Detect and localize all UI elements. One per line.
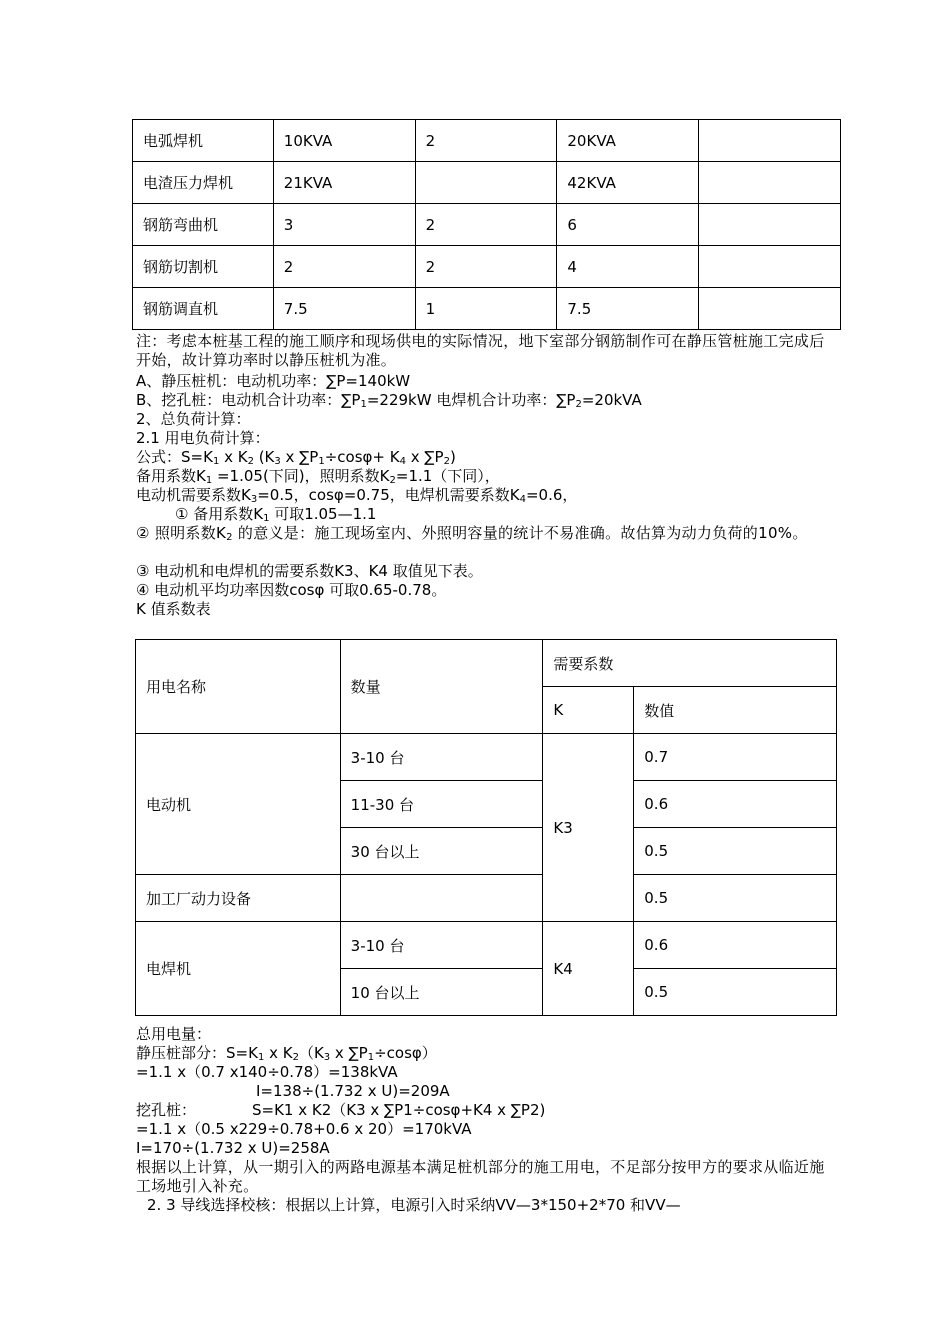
table-cell: 10 台以上	[340, 969, 543, 1016]
table-cell: 3-10 台	[340, 922, 543, 969]
table-cell	[699, 204, 841, 246]
dig-current: I=170÷(1.732 x U)=258A	[136, 1139, 330, 1157]
table-cell	[699, 246, 841, 288]
static-current: I=138÷(1.732 x U)=209A	[256, 1082, 450, 1100]
equipment-table	[132, 119, 841, 330]
section-heading: 2、总负荷计算：	[136, 410, 251, 428]
formula-line: 公式：$S=K_1$ x $K_2$ ($K_3$ x $\sum P_1\div\cos\varphi+ K_4$ x $\sum P_2$)	[136, 448, 456, 467]
wire-selection-line: 2. 3 导线选择校核：根据以上计算，电源引入时采纳VV—3*150+2*70 和VV—	[147, 1196, 681, 1214]
list-item: ③ 电动机和电焊机的需要系数K3、K4 取值见下表。	[136, 562, 483, 580]
table-row	[133, 246, 841, 288]
table-row	[133, 204, 841, 246]
header-cell: 用电名称	[136, 640, 341, 734]
table-cell: 0.7	[634, 734, 837, 781]
table-cell: 钢筋调直机	[133, 288, 274, 330]
table-cell: 7.5	[273, 288, 415, 330]
k-coefficient-table	[135, 639, 837, 1016]
table-cell: 0.5	[634, 828, 837, 875]
dig-label: 挖孔桩：	[136, 1101, 197, 1119]
conclusion-paragraph: 根据以上计算，从一期引入的两路电源基本满足桩机部分的施工用电，不足部分按甲方的要求从临近施工场地引入补充。	[136, 1158, 825, 1195]
table-row	[136, 922, 837, 969]
table-cell: 钢筋弯曲机	[133, 204, 274, 246]
coefficient-line: 备用系数$K_1 =1.05$(下同)，照明系数$K_2=1.1$（下同），	[136, 467, 500, 486]
table-row	[136, 640, 837, 687]
table-row	[133, 162, 841, 204]
header-cell: K	[543, 687, 634, 734]
table-cell: 2	[415, 246, 557, 288]
header-cell: 数量	[340, 640, 543, 734]
table-cell: 电弧焊机	[133, 120, 274, 162]
table-cell	[699, 162, 841, 204]
table-cell: 10KVA	[273, 120, 415, 162]
table-cell: 0.5	[634, 969, 837, 1016]
dig-pile-power: B、挖孔桩：电动机合计功率：$\sum P_1=229kW$ 电焊机合计功率：$\sum P_2=20kVA$	[136, 391, 642, 410]
table-row	[133, 288, 841, 330]
static-formula: 静压桩部分：$S=K_1$ x $K_2(K_3$ x $\sum P_1\div\cos\varphi$）	[136, 1044, 437, 1063]
table-cell: 加工厂动力设备	[136, 875, 341, 922]
table-cell: 1	[415, 288, 557, 330]
table-cell: 3-10 台	[340, 734, 543, 781]
total-heading: 总用电量：	[136, 1025, 212, 1043]
note-paragraph: 注：考虑本桩基工程的施工顺序和现场供电的实际情况，地下室部分钢筋制作可在静压管桩施工完成后开始，故计算功率时以静压桩机为准。	[136, 332, 825, 369]
header-cell: 数值	[634, 687, 837, 734]
table-cell: 21KVA	[273, 162, 415, 204]
dig-formula: S=K1 x K2（K3 x ∑P1÷cosφ+K4 x ∑P2)	[252, 1101, 546, 1119]
table-cell: 7.5	[557, 288, 699, 330]
table-cell: 2	[415, 120, 557, 162]
table-cell: 电焊机	[136, 922, 341, 1016]
static-pile-power: A、静压桩机：电动机功率：∑P=140kW	[136, 372, 411, 390]
table-cell: 3	[273, 204, 415, 246]
table-cell	[340, 875, 543, 922]
table-cell: 电渣压力焊机	[133, 162, 274, 204]
table-cell	[699, 120, 841, 162]
table-cell: 11-30 台	[340, 781, 543, 828]
table-caption: K 值系数表	[136, 600, 211, 618]
list-item: ④ 电动机平均功率因数cosφ 可取0.65-0.78。	[136, 581, 447, 599]
table-cell: 电动机	[136, 734, 341, 875]
table-row	[136, 875, 837, 922]
table-cell: 30 台以上	[340, 828, 543, 875]
subsection-heading: 2.1 用电负荷计算：	[136, 429, 270, 447]
table-cell: K3	[543, 734, 634, 922]
table-cell: 0.5	[634, 875, 837, 922]
table-cell: 20KVA	[557, 120, 699, 162]
table-cell: 4	[557, 246, 699, 288]
table-cell: 2	[273, 246, 415, 288]
table-cell	[699, 288, 841, 330]
table-cell	[415, 162, 557, 204]
table-cell: 钢筋切割机	[133, 246, 274, 288]
table-cell: 0.6	[634, 922, 837, 969]
list-item: ① 备用系数$K_1$ 可取1.05—1.1	[175, 505, 377, 524]
table-cell: 42KVA	[557, 162, 699, 204]
table-row	[133, 120, 841, 162]
table-row	[136, 734, 837, 781]
table-cell: K4	[543, 922, 634, 1016]
table-cell: 2	[415, 204, 557, 246]
table-cell: 6	[557, 204, 699, 246]
list-item: ② 照明系数$K_2$ 的意义是：施工现场室内、外照明容量的统计不易准确。故估算为动力负荷的10%。	[136, 524, 808, 543]
header-cell: 需要系数	[543, 640, 837, 687]
table-cell: 0.6	[634, 781, 837, 828]
static-calc: =1.1 x（0.7 x140÷0.78）=138kVA	[136, 1063, 398, 1081]
dig-calc: =1.1 x（0.5 x229÷0.78+0.6 x 20）=170kVA	[136, 1120, 472, 1138]
demand-coefficient-line: 电动机需要系数$K_3=0.5$，cosφ=0.75，电焊机需要系数$K_4=0.6$，	[136, 486, 578, 505]
